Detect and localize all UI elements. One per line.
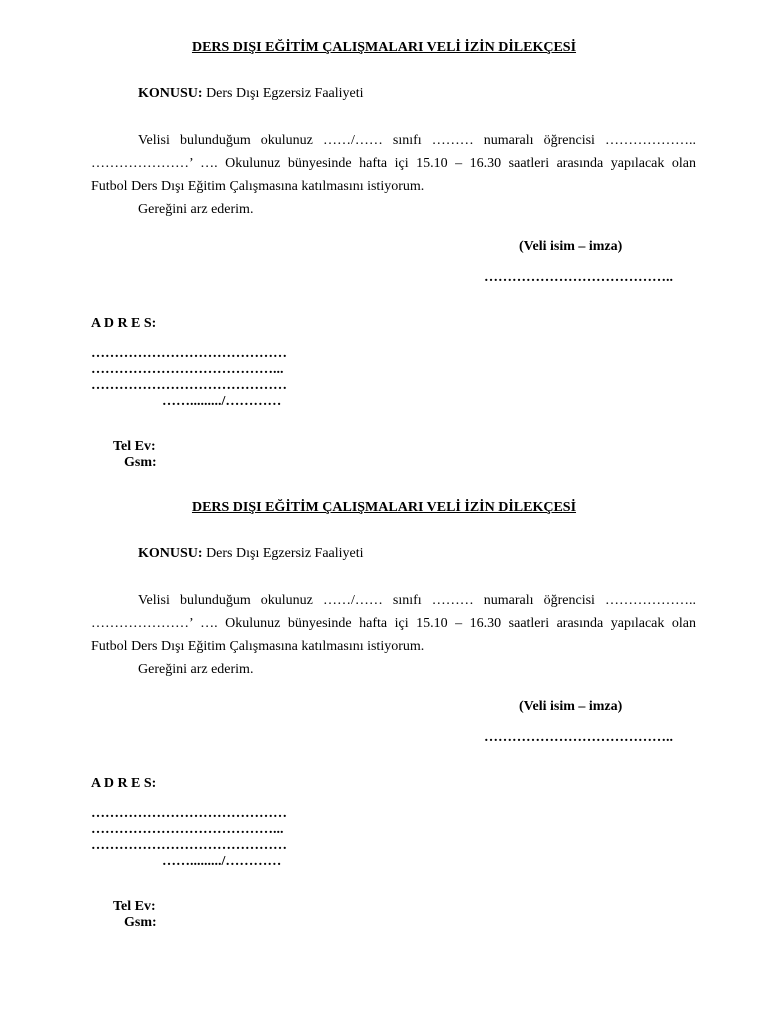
body-line-2: …………………’ …. Okulunuz bünyesinde hafta içi 15.10 – 16.30 saatleri arasında yapılacak olan <box>91 156 696 171</box>
address-line-2: …………………………………... <box>91 362 284 377</box>
subject-label: KONUSU: <box>138 546 203 561</box>
form-title: DERS DIŞI EĞİTİM ÇALIŞMALARI VELİ İZİN DİLEKÇESİ <box>191 40 577 55</box>
body-line-3: Futbol Ders Dışı Eğitim Çalışmasına katılmasını istiyorum. <box>91 179 425 194</box>
address-line-1: …………………………………… <box>91 346 287 361</box>
signature-label: (Veli isim – imza) <box>519 239 623 254</box>
tel-label: Tel Ev: <box>113 439 156 454</box>
permission-form-2 <box>0 460 768 930</box>
address-line-3: …………………………………… <box>91 378 287 393</box>
signature-label: (Veli isim – imza) <box>519 699 623 714</box>
subject-text: Ders Dışı Egzersiz Faaliyeti <box>202 86 364 101</box>
signature-line: ………………………………….. <box>484 730 673 745</box>
address-label: A D R E S: <box>91 316 157 331</box>
permission-form-1 <box>0 0 768 470</box>
closing-line: Gereğini arz ederim. <box>138 662 254 677</box>
address-line-4: ……........./………… <box>162 394 282 409</box>
closing-line: Gereğini arz ederim. <box>138 202 254 217</box>
tel-label: Tel Ev: <box>113 899 156 914</box>
subject-label: KONUSU: <box>138 86 203 101</box>
address-line-1: …………………………………… <box>91 806 287 821</box>
form-title: DERS DIŞI EĞİTİM ÇALIŞMALARI VELİ İZİN DİLEKÇESİ <box>191 500 577 515</box>
body-line-1: Velisi bulunduğum okulunuz ……/…… sınıfı ……… numaralı öğrencisi ……………….. <box>138 133 696 148</box>
subject-line <box>138 86 364 102</box>
body-line-3: Futbol Ders Dışı Eğitim Çalışmasına katılmasını istiyorum. <box>91 639 425 654</box>
address-label: A D R E S: <box>91 776 157 791</box>
gsm-label: Gsm: <box>124 915 157 930</box>
subject-line <box>138 546 364 562</box>
body-line-2: …………………’ …. Okulunuz bünyesinde hafta içi 15.10 – 16.30 saatleri arasında yapılacak olan <box>91 616 696 631</box>
subject-text: Ders Dışı Egzersiz Faaliyeti <box>202 546 364 561</box>
body-line-1: Velisi bulunduğum okulunuz ……/…… sınıfı ……… numaralı öğrencisi ……………….. <box>138 593 696 608</box>
address-line-4: ……........./………… <box>162 854 282 869</box>
address-line-2: …………………………………... <box>91 822 284 837</box>
gsm-label: Gsm: <box>124 455 157 470</box>
address-line-3: …………………………………… <box>91 838 287 853</box>
signature-line: ………………………………….. <box>484 270 673 285</box>
